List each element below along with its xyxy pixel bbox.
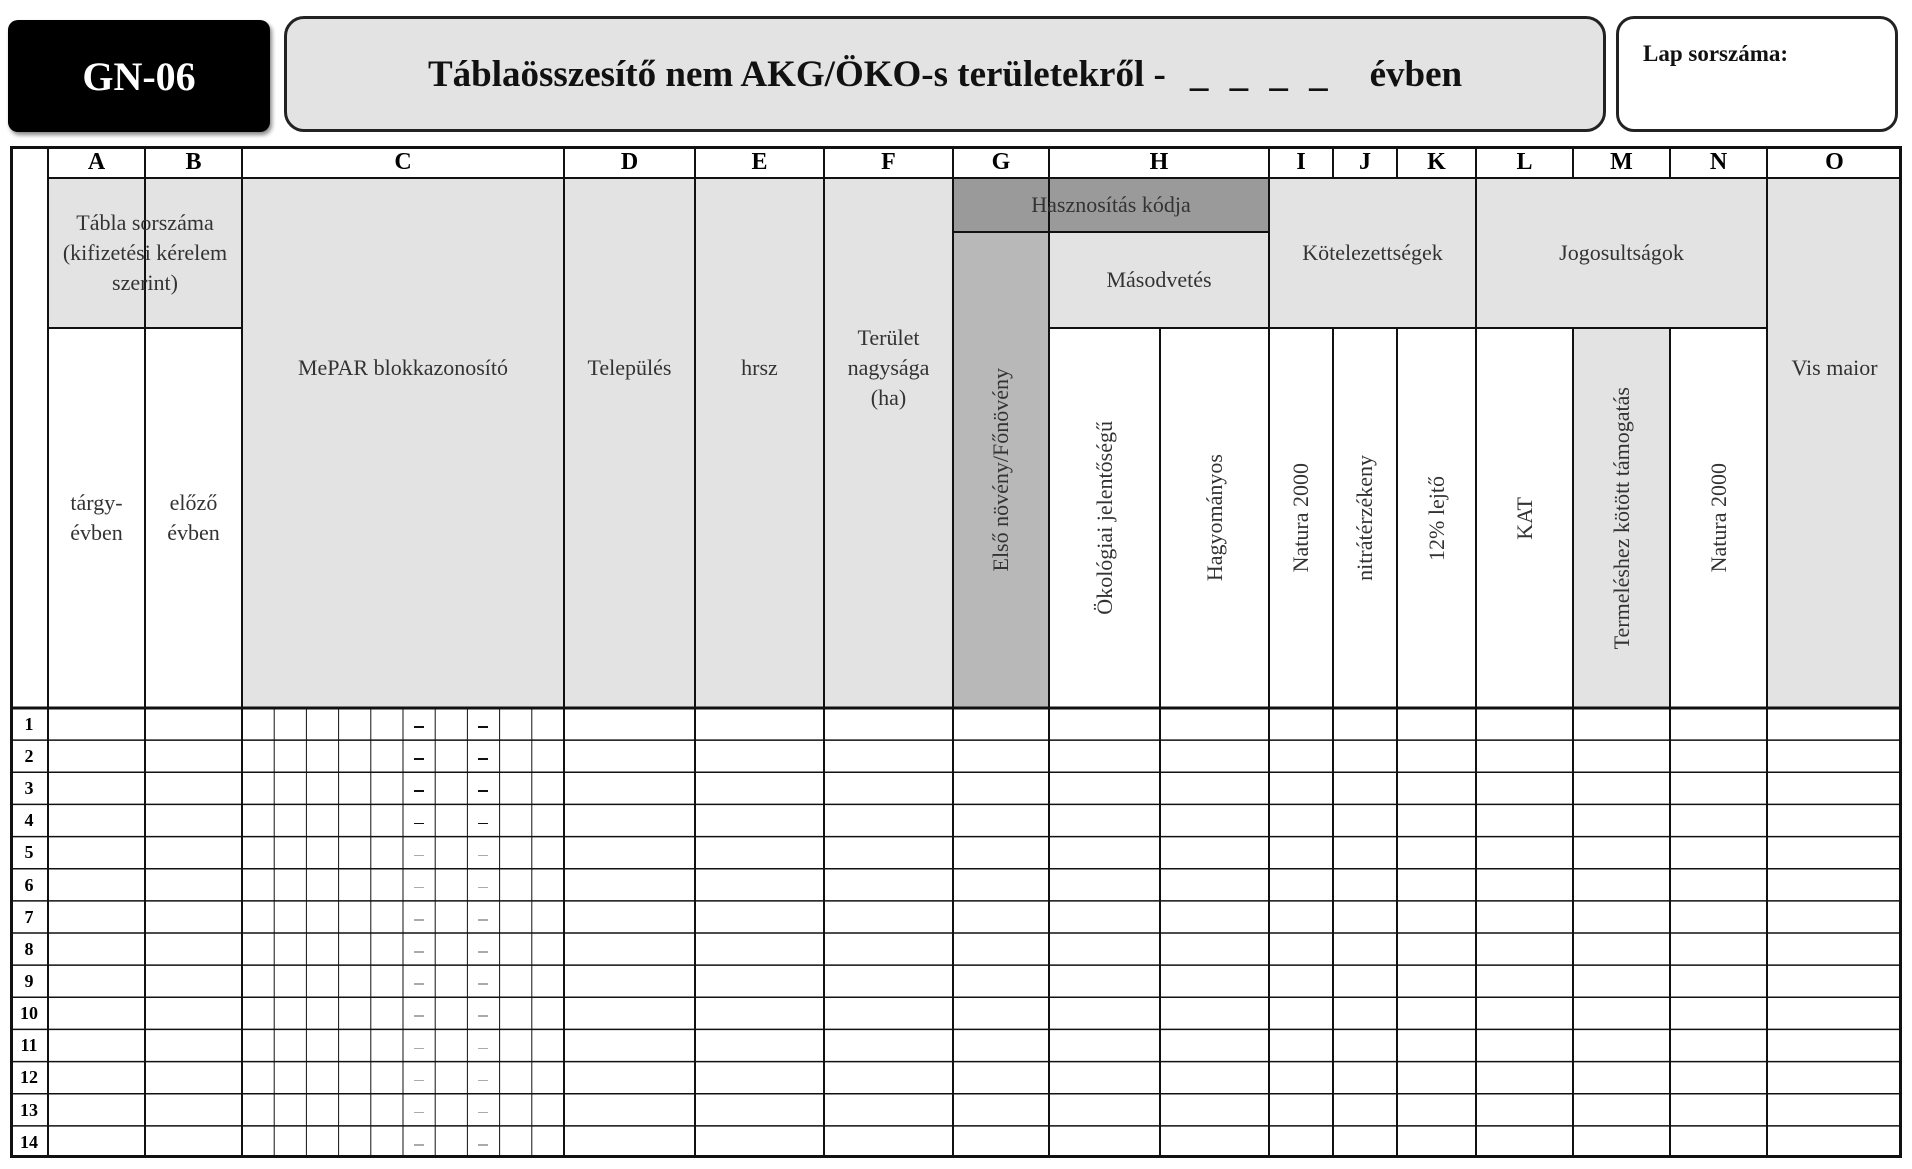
header-traditional-text: Hagyományos (1201, 454, 1227, 582)
block-id-dash (414, 1144, 424, 1146)
col-letter-g: G (991, 148, 1011, 175)
header-entitlements: Jogosultságok (1559, 240, 1684, 266)
row-number: 4 (24, 810, 34, 831)
page-number-label: Lap sorszáma: (1643, 41, 1789, 66)
block-id-dash (478, 1080, 488, 1082)
block-id-dash (478, 983, 488, 985)
block-id-dash (414, 887, 424, 889)
block-id-dash (478, 919, 488, 921)
block-id-dash (478, 823, 488, 825)
block-id-dash (478, 855, 488, 857)
form-code-badge (8, 20, 270, 132)
block-id-dash (478, 1015, 488, 1017)
col-letter-e: E (751, 148, 768, 175)
header-nitrate-text: nitrátérzékeny (1352, 455, 1378, 581)
col-letter-a: A (87, 148, 106, 175)
block-id-dash (414, 726, 424, 728)
row-number: 7 (24, 906, 34, 927)
header-obligations: Kötelezettségek (1302, 240, 1443, 266)
block-id-dash (414, 855, 424, 857)
block-id-dash (478, 1048, 488, 1050)
header-kat (1476, 328, 1573, 708)
header-ecological (1049, 328, 1160, 708)
header-natura-obligation-text: Natura 2000 (1288, 463, 1314, 573)
header-hrsz: hrsz (741, 355, 778, 381)
header-second-sowing: Másodvetés (1106, 267, 1212, 293)
block-id-dash (414, 983, 424, 985)
block-id-dash (478, 726, 488, 728)
header-area: Terület nagysága (ha) (847, 325, 930, 410)
header-natura-entitlement-text: Natura 2000 (1705, 463, 1731, 573)
header-coupled-support-text: Termeléshez kötött támogatás (1608, 386, 1634, 650)
row-number: 12 (20, 1067, 38, 1088)
col-letter-j: J (1359, 148, 1371, 175)
row-number: 3 (24, 778, 34, 799)
summary-table (10, 146, 1902, 1158)
col-letter-k: K (1427, 148, 1446, 175)
block-id-dash (478, 790, 488, 792)
header-natura-entitlement (1670, 328, 1767, 708)
block-id-dash (414, 1080, 424, 1082)
header-mepar: MePAR blokkazonosító (297, 355, 509, 381)
title-banner (284, 16, 1606, 132)
header-coupled-support (1573, 328, 1670, 708)
col-letter-d: D (620, 148, 639, 175)
header-previous-year: előző évben (167, 490, 220, 545)
block-id-dash (478, 758, 488, 760)
block-id-dash (414, 1015, 424, 1017)
col-letter-f: F (881, 148, 896, 175)
block-id-dash (478, 1112, 488, 1114)
col-letter-b: B (185, 148, 202, 175)
row-number: 5 (24, 842, 34, 863)
col-letter-c: C (394, 148, 412, 175)
header-first-crop-text: Első növény/Főnövény (988, 368, 1014, 572)
col-letter-i: I (1296, 148, 1306, 175)
header-first-crop (953, 232, 1049, 708)
header-slope-text: 12% lejtő (1423, 475, 1449, 561)
row-number: 9 (24, 971, 34, 992)
form-code: GN-06 (82, 53, 196, 99)
block-id-dash (414, 1048, 424, 1050)
block-id-dash (414, 790, 424, 792)
header-table-number: Tábla sorszáma (kifizetési kérelem szerint) (62, 210, 228, 295)
col-letter-n: N (1709, 148, 1728, 175)
header-usage-code: Hasznosítás kódja (1031, 192, 1191, 218)
block-id-dash (414, 1112, 424, 1114)
header-kat-text: KAT (1511, 496, 1537, 540)
block-id-dash (414, 758, 424, 760)
header-natura-obligation (1269, 328, 1333, 708)
col-letter-m: M (1610, 148, 1633, 175)
header-nitrate (1333, 328, 1397, 708)
block-id-dash (414, 951, 424, 953)
title-text: Táblaösszesítő nem AKG/ÖKO-s területekről - (427, 53, 1166, 95)
block-id-dash (478, 1144, 488, 1146)
row-number: 1 (24, 713, 34, 734)
header-settlement: Település (587, 355, 672, 381)
header-ecological-text: Ökológiai jelentőségű (1091, 421, 1117, 615)
row-number: 10 (20, 1003, 38, 1024)
header-current-year: tárgy-évben (70, 490, 123, 545)
title-suffix: évben (1369, 53, 1463, 95)
block-id-dash (478, 951, 488, 953)
row-number: 11 (20, 1035, 38, 1056)
block-id-dash (414, 823, 424, 825)
col-letter-h: H (1149, 148, 1169, 175)
row-number: 8 (24, 938, 34, 959)
header-slope (1397, 328, 1476, 708)
col-letter-o: O (1825, 148, 1844, 175)
col-letter-l: L (1516, 148, 1533, 175)
row-number: 2 (24, 746, 34, 767)
row-number: 6 (24, 874, 34, 895)
row-number: 13 (20, 1099, 38, 1120)
year-blank[interactable]: _ _ _ _ (1189, 53, 1334, 95)
block-id-dash (414, 919, 424, 921)
header-traditional (1160, 328, 1269, 708)
block-id-dash (478, 887, 488, 889)
header-vis-maior: Vis maior (1791, 355, 1878, 381)
row-number: 14 (20, 1131, 38, 1152)
page-number-box[interactable] (1616, 16, 1898, 132)
